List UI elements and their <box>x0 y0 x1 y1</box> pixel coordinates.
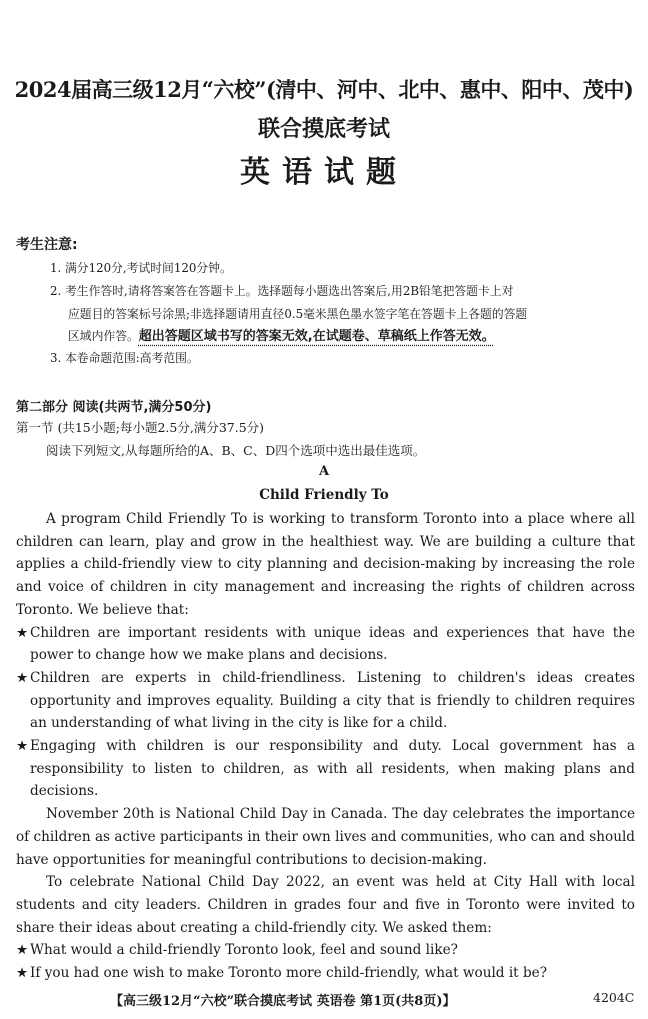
notice-item-2-line3-start: 区域内作答。 <box>68 329 139 343</box>
belief-bullet-1 <box>16 622 635 667</box>
notice-item-2-line3 <box>50 325 635 349</box>
star-icon: ★ <box>16 965 29 982</box>
exam-subtitle: 联合摸底考试 <box>257 116 390 142</box>
belief-text-3: Engaging with children is our responsibility and duty. Local government has a responsibility to listen to children, as with all residents, when making plans and decisions. <box>30 738 635 800</box>
notice-emphasis: 超出答题区域书写的答案无效,在试题卷、草稿纸上作答无效。 <box>138 329 495 344</box>
notice-heading: 考生注意: <box>16 237 78 253</box>
question-text-1: What would a child-friendly Toronto look, feel and sound like? <box>30 942 458 959</box>
notice-item-2-line2: 应题目的答案标号涂黑;非选择题请用直径0.5毫米黑色墨水签字笔在答题卡上各题的答题 <box>68 306 528 321</box>
notice-item-1: 1. 满分120分,考试时间120分钟。 <box>50 261 232 275</box>
subject-title: 英语试题 <box>240 155 408 190</box>
passage-paragraph-3: To celebrate National Child Day 2022, an event was held at City Hall with local students and city leaders. Children in grades four and five in Toronto were invited to share their ideas about creating a child-friendly city. We asked them: <box>16 874 635 936</box>
notice-item-2-line1: 2. 考生作答时,请将答案答在答题卡上。选择题每小题选出答案后,用2B铅笔把答题卡上对 <box>50 284 514 298</box>
passage-body <box>16 508 635 985</box>
question-text-2: If you had one wish to make Toronto more child-friendly, what would it be? <box>30 965 547 982</box>
belief-text-1: Children are important residents with unique ideas and experiences that have the power to change how we make plans and decisions. <box>30 624 635 664</box>
star-icon: ★ <box>16 669 29 686</box>
question-bullet-2 <box>16 962 635 985</box>
question-bullet-1 <box>16 939 635 962</box>
belief-text-2: Children are experts in child-friendliness. Listening to children's ideas creates opportunity and improves equality. Building a city that is friendly to children requires an understanding of what living in the city is like for a child. <box>30 669 635 732</box>
page-footer: 【高三级12月“六校”联合摸底考试 英语卷 第1页(共8页)】 <box>110 994 456 1009</box>
belief-bullet-3 <box>16 735 635 803</box>
star-icon: ★ <box>16 942 29 959</box>
section-instruction: 阅读下列短文,从每题所给的A、B、C、D四个选项中选出最佳选项。 <box>46 443 426 458</box>
part-heading: 第二部分 阅读(共两节,满分50分) <box>16 400 212 415</box>
section-heading: 第一节 (共15小题;每小题2.5分,满分37.5分) <box>16 420 265 435</box>
notice-item-2 <box>50 280 635 349</box>
passage-paragraph-1: A program Child Friendly To is working to transform Toronto into a place where all children can learn, play and grow in the healthiest way. We are building a culture that applies a child-friendly view to city planning and decision-making by increasing the role and voice of children in city management and increasing the rights of children across Toronto. We believe that: <box>16 511 635 618</box>
passage-paragraph-2: November 20th is National Child Day in Canada. The day celebrates the importance of children as active participants in their own lives and communities, who can and should have opportunities for meaningful contributions to decision-making. <box>16 806 635 868</box>
passage-title: Child Friendly To <box>259 487 389 503</box>
star-icon: ★ <box>16 624 29 641</box>
exam-code: 4204C <box>593 990 635 1005</box>
star-icon: ★ <box>16 738 29 755</box>
belief-bullet-2 <box>16 667 635 735</box>
notice-item-3: 3. 本卷命题范围:高考范围。 <box>50 351 199 365</box>
exam-title: 2024届高三级12月“六校”(清中、河中、北中、惠中、阳中、茂中) <box>14 77 634 102</box>
passage-letter: A <box>318 464 330 479</box>
